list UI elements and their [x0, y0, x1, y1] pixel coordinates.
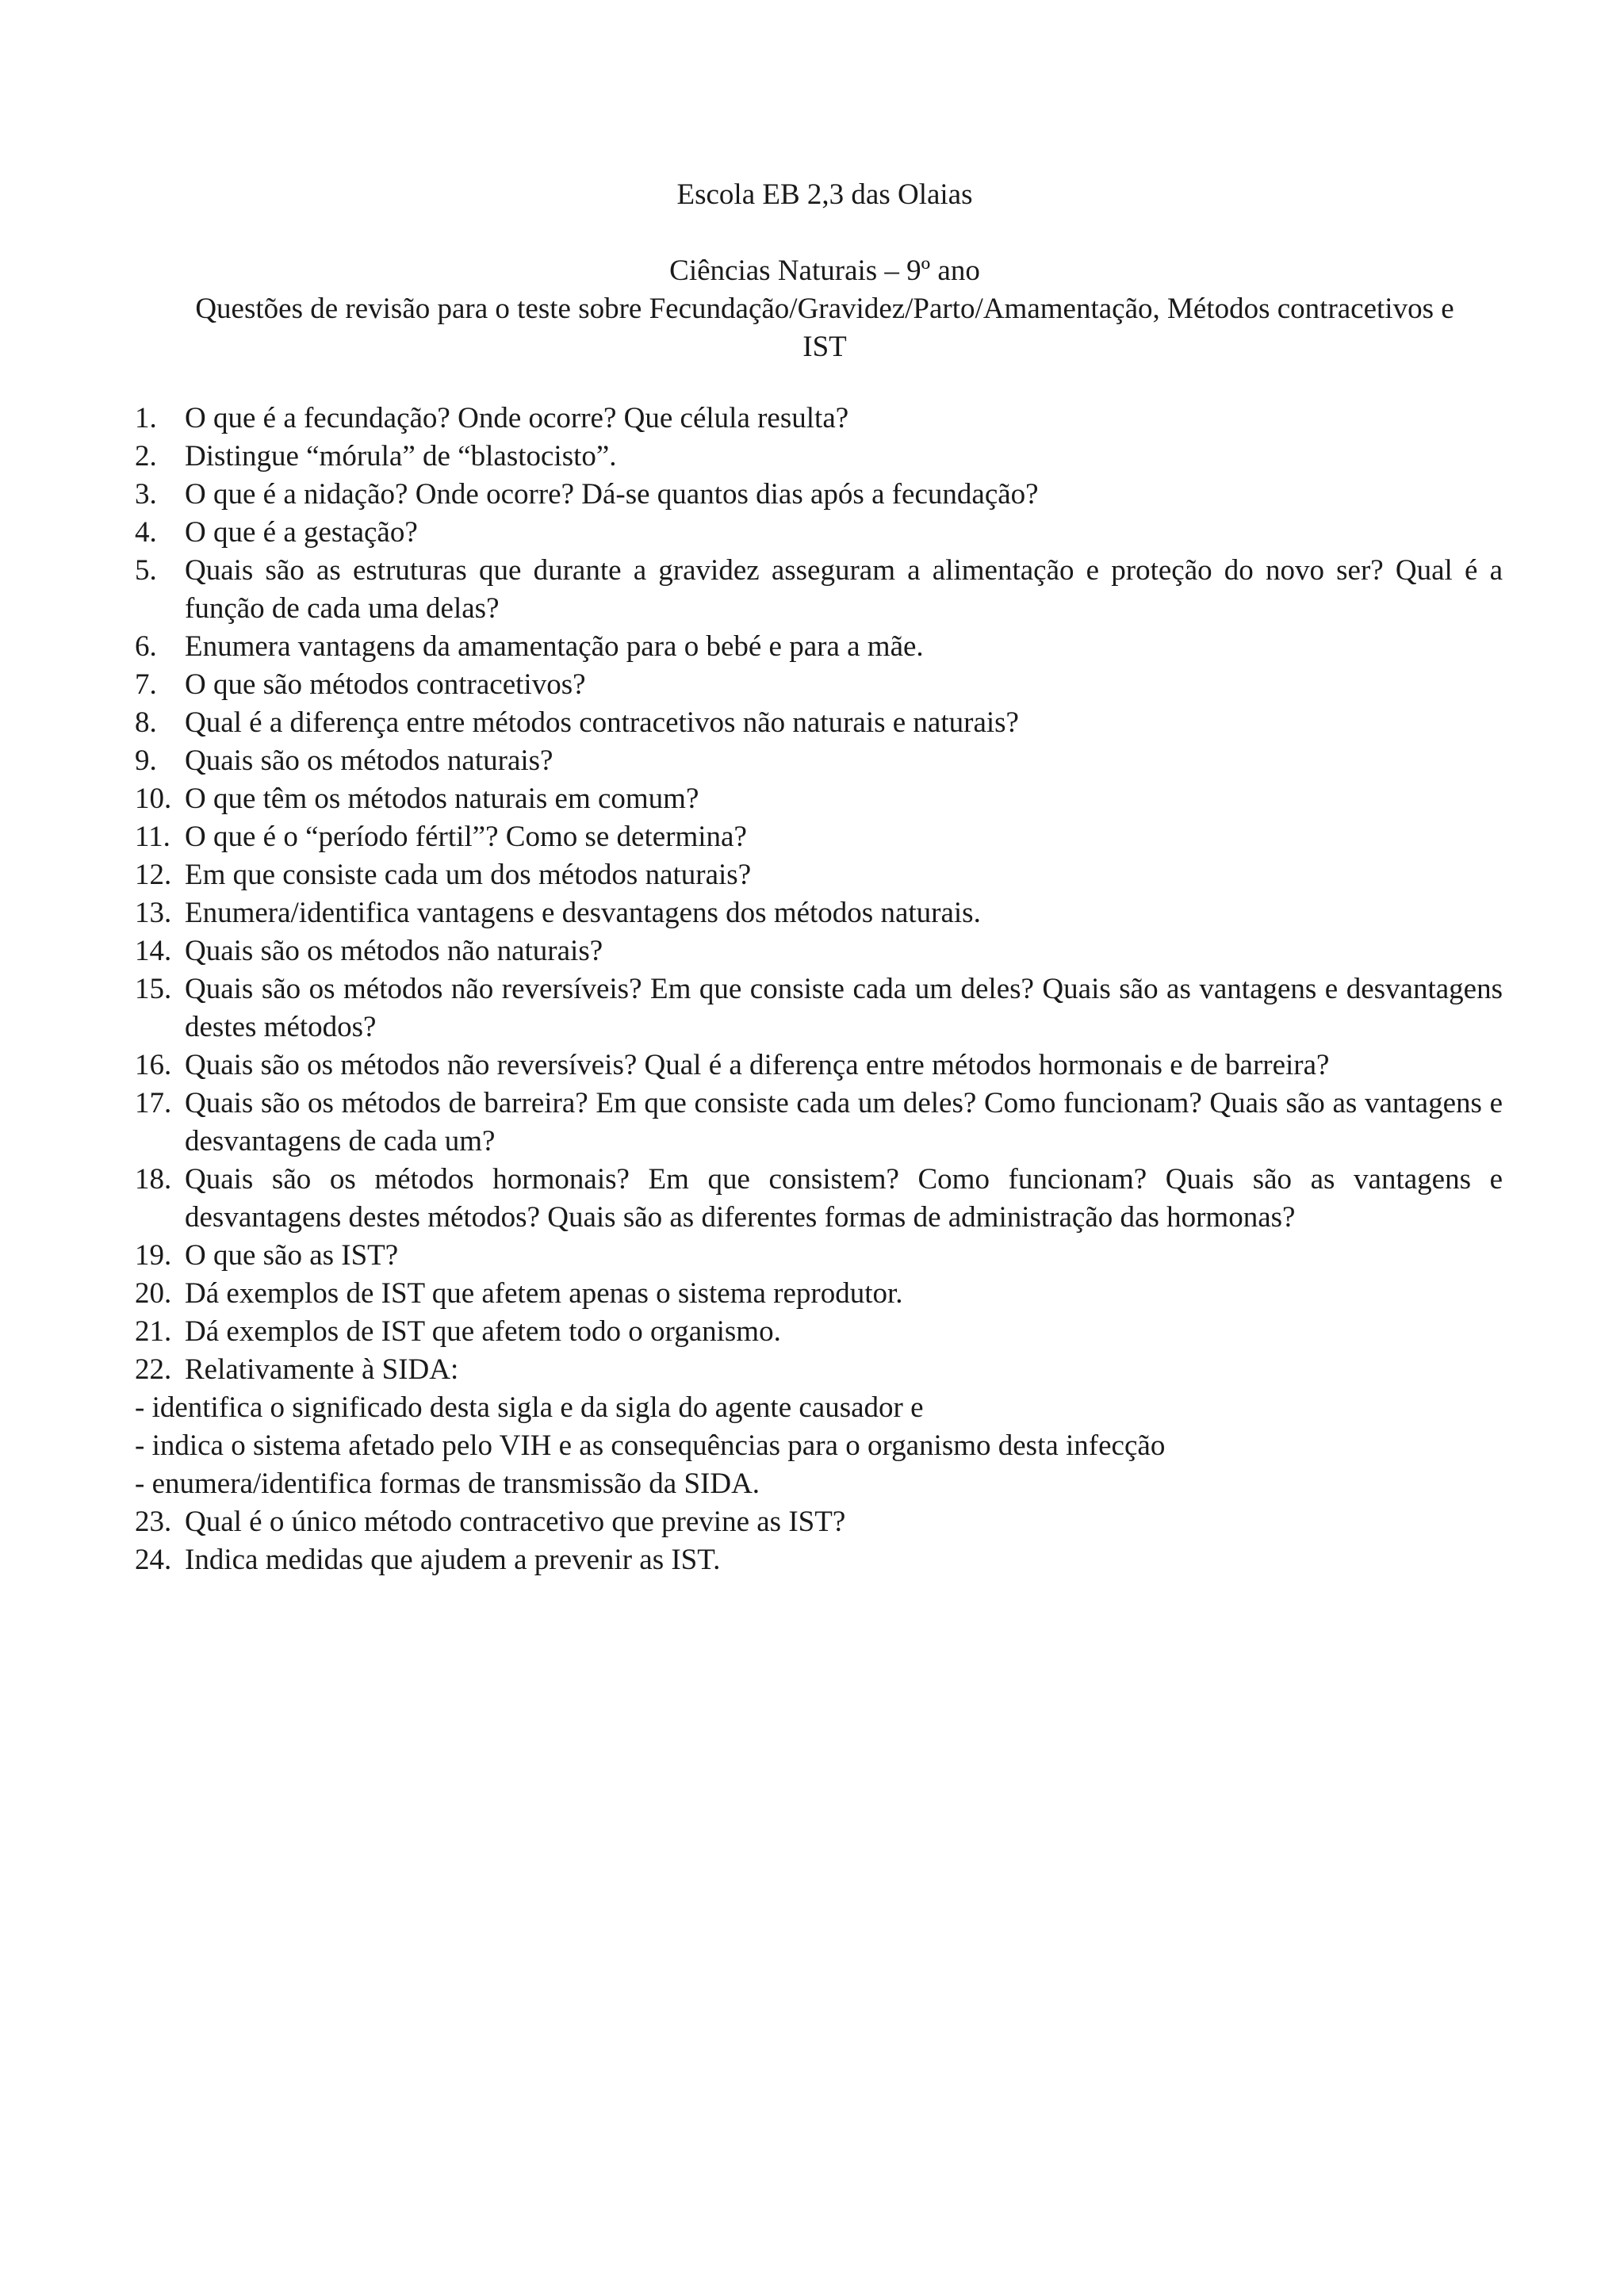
question-item — [135, 1161, 1503, 1237]
question-text: Indica medidas que ajudem a prevenir as IST. — [185, 1544, 721, 1576]
question-text: Enumera vantagens da amamentação para o bebé e para a mãe. — [185, 630, 924, 663]
question-item — [135, 400, 1503, 438]
question-text: Dá exemplos de IST que afetem todo o organismo. — [185, 1315, 781, 1348]
question-number: 13. — [135, 897, 172, 929]
question-text: O que são métodos contracetivos? — [185, 668, 586, 701]
sida-sub-item: - identifica o significado desta sigla e da sigla do agente causador e — [135, 1391, 924, 1424]
question-item — [135, 476, 1503, 514]
question-item — [135, 704, 1503, 742]
question-number: 5. — [135, 554, 157, 587]
question-text: Quais são os métodos não reversíveis? Qual é a diferença entre métodos hormonais e de barreira? — [185, 1049, 1330, 1081]
question-item — [135, 1503, 1503, 1541]
question-item — [135, 1541, 1503, 1579]
question-text: O que têm os métodos naturais em comum? — [185, 783, 699, 815]
question-text: Quais são os métodos não naturais? — [185, 935, 603, 967]
question-item — [135, 1313, 1503, 1351]
question-item — [135, 742, 1503, 780]
question-number: 19. — [135, 1239, 172, 1272]
question-item — [135, 1275, 1503, 1313]
question-item — [135, 1085, 1503, 1161]
question-text: O que é a fecundação? Onde ocorre? Que célula resulta? — [185, 402, 849, 434]
school-name: Escola EB 2,3 das Olaias — [676, 178, 973, 211]
question-item — [135, 552, 1503, 628]
question-item — [135, 856, 1503, 894]
question-item — [135, 628, 1503, 666]
question-number: 2. — [135, 440, 157, 473]
question-list — [135, 400, 1503, 1579]
question-item — [135, 514, 1503, 552]
sida-sub-item: - indica o sistema afetado pelo VIH e as consequências para o organismo desta infecção — [135, 1429, 1166, 1462]
question-number: 8. — [135, 706, 157, 739]
question-number: 4. — [135, 516, 157, 549]
question-number: 1. — [135, 402, 157, 434]
question-item — [135, 818, 1503, 856]
question-item — [135, 1351, 1503, 1389]
worksheet-subtitle: Questões de revisão para o teste sobre Fecundação/Gravidez/Parto/Amamentação, Métodos contracetivos e IST — [195, 293, 1454, 363]
question-number: 24. — [135, 1544, 172, 1576]
question-number: 11. — [135, 821, 170, 853]
question-number: 15. — [135, 973, 172, 1005]
question-text: Distingue “mórula” de “blastocisto”. — [185, 440, 617, 473]
question-text: O que é a nidação? Onde ocorre? Dá-se quantos dias após a fecundação? — [185, 478, 1039, 511]
question-number: 12. — [135, 859, 172, 891]
sida-sub-item: - enumera/identifica formas de transmissão da SIDA. — [135, 1468, 760, 1500]
question-text: Quais são os métodos de barreira? Em que consiste cada um deles? Como funcionam? Quais são as vantagens e desvantagens de cada um? — [185, 1087, 1503, 1158]
question-text: Quais são os métodos não reversíveis? Em que consiste cada um deles? Quais são as vantagens e desvantagens destes métodos? — [185, 973, 1503, 1043]
question-number: 22. — [135, 1353, 172, 1386]
question-item — [135, 780, 1503, 818]
question-number: 17. — [135, 1087, 172, 1119]
question-text: Em que consiste cada um dos métodos naturais? — [185, 859, 752, 891]
question-text: Qual é a diferença entre métodos contracetivos não naturais e naturais? — [185, 706, 1019, 739]
question-number: 23. — [135, 1506, 172, 1538]
question-text: Relativamente à SIDA: — [185, 1353, 459, 1386]
question-item — [135, 1237, 1503, 1275]
question-text: Quais são as estruturas que durante a gravidez asseguram a alimentação e proteção do novo ser? Qual é a função de cada uma delas? — [185, 554, 1503, 625]
question-text: Dá exemplos de IST que afetem apenas o sistema reprodutor. — [185, 1277, 903, 1310]
question-item — [135, 894, 1503, 932]
question-number: 10. — [135, 783, 172, 815]
question-number: 20. — [135, 1277, 172, 1310]
question-number: 16. — [135, 1049, 172, 1081]
question-text: Quais são os métodos hormonais? Em que consistem? Como funcionam? Quais são as vantagens e desvantagens destes métodos? Quais são as diferentes formas de administração das hormonas? — [185, 1163, 1503, 1234]
question-number: 9. — [135, 744, 157, 777]
question-item — [135, 970, 1503, 1047]
question-number: 3. — [135, 478, 157, 511]
question-number: 14. — [135, 935, 172, 967]
question-number: 18. — [135, 1163, 172, 1196]
subject-title: Ciências Naturais – 9º ano — [669, 254, 980, 287]
question-text: O que são as IST? — [185, 1239, 399, 1272]
question-text: Quais são os métodos naturais? — [185, 744, 553, 777]
question-item — [135, 438, 1503, 476]
question-text: O que é a gestação? — [185, 516, 418, 549]
question-number: 6. — [135, 630, 157, 663]
question-text: Qual é o único método contracetivo que previne as IST? — [185, 1506, 846, 1538]
question-number: 7. — [135, 668, 157, 701]
question-text: O que é o “período fértil”? Como se determina? — [185, 821, 747, 853]
question-number: 21. — [135, 1315, 172, 1348]
question-text: Enumera/identifica vantagens e desvantagens dos métodos naturais. — [185, 897, 981, 929]
question-item — [135, 1047, 1503, 1085]
question-item — [135, 932, 1503, 970]
question-item — [135, 666, 1503, 704]
